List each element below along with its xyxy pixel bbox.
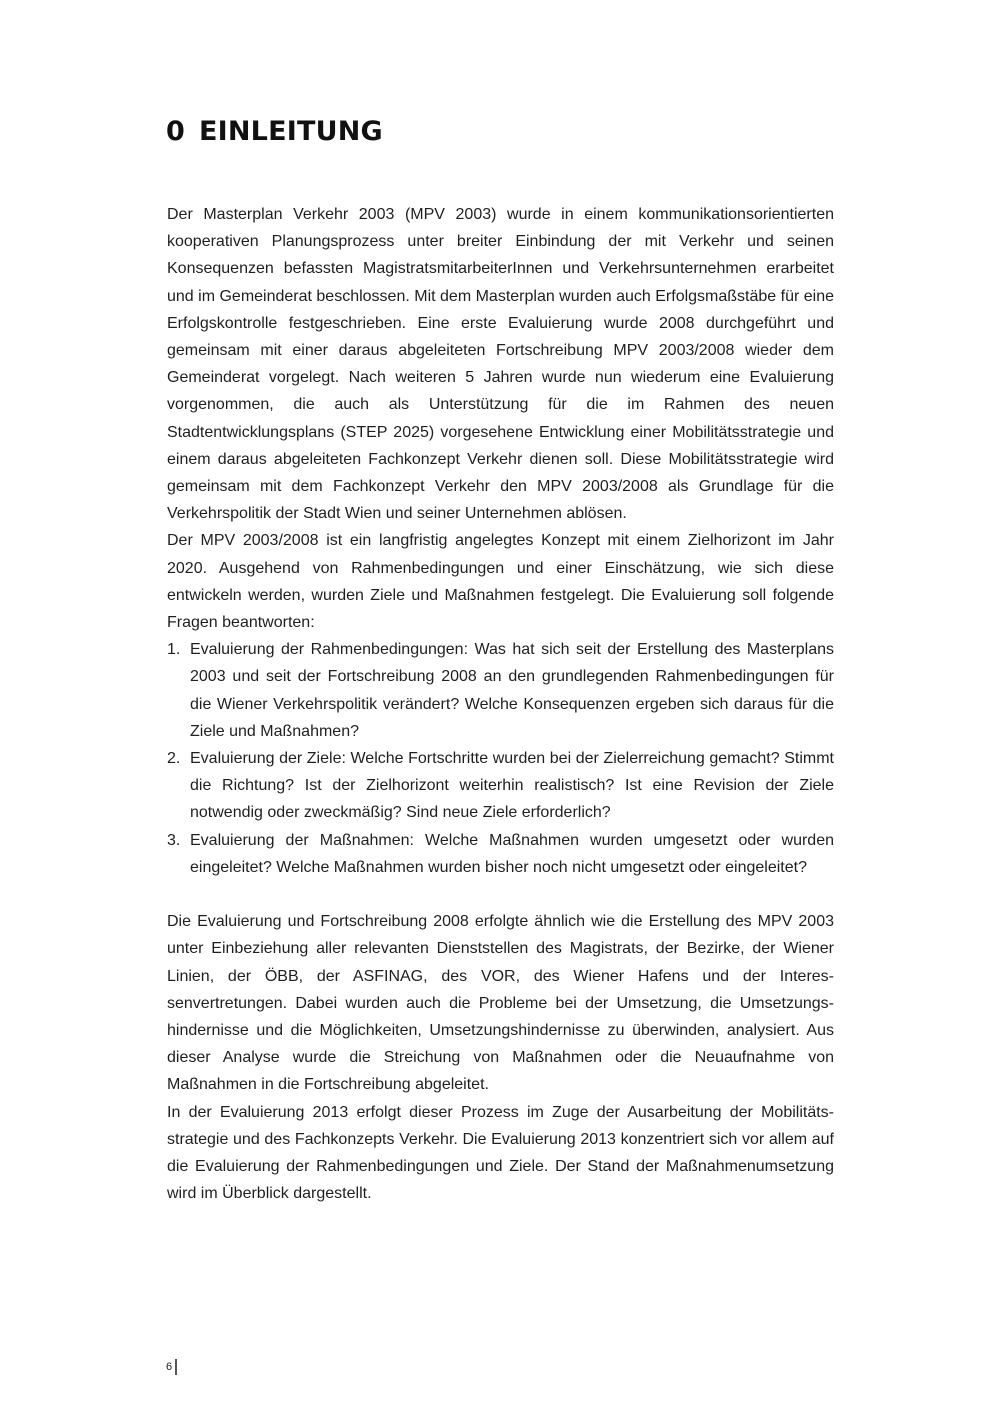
page-number: 6 xyxy=(166,1359,177,1375)
list-item-text: Evaluierung der Rahmenbedingungen: Was hat sich seit der Erstellung des Masterplans 2003 und seit der Fortschreibung 2008 an den grundlegenden Rahmenbedingungen für die Wiener Verkehrspolitik verändert? Welche Konsequenzen ergeben sich daraus für die Ziele und Maßnahmen? xyxy=(190,641,834,740)
list-item-number: 3. xyxy=(167,831,181,849)
list-item xyxy=(167,745,834,827)
paragraph-evaluation-2008: Die Evaluierung und Fortschreibung 2008 erfolgte ähnlich wie die Erstellung des MPV 2003 unter Einbeziehung aller relevanten Dienststellen des Magistrats, der Bezirke, der Wiener Linien, der ÖBB, der ASFINAG, des VOR, des Wiener Hafens und der Interessenvertretungen. Dabei wurden auch die Probleme bei der Umsetzung, die Umsetzungshindernisse und die Möglichkeiten, Umsetzungshindernisse zu überwinden, analysiert. Aus dieser Analyse wurde die Streichung von Maßnahmen oder die Neuaufnahme von Maßnahmen in die Fortschreibung abgeleitet. xyxy=(167,913,834,1094)
chapter-title: EINLEITUNG xyxy=(199,116,383,147)
body-text xyxy=(167,201,834,1208)
list-item-text: Evaluierung der Ziele: Welche Fortschritte wurden bei der Zielerreichung gemacht? Stimmt die Richtung? Ist der Zielhorizont weiterhin realistisch? Ist eine Revision der Ziele notwendig oder zweckmäßig? Sind neue Ziele erforderlich? xyxy=(190,750,834,822)
chapter-number: 0 xyxy=(166,116,185,147)
chapter-heading xyxy=(166,116,383,147)
paragraph-spacer xyxy=(167,881,834,908)
evaluation-questions-list xyxy=(167,636,834,881)
list-item xyxy=(167,636,834,745)
list-item-text: Evaluierung der Maßnahmen: Welche Maßnahmen wurden umgesetzt oder wurden eingeleitet? Welche Maßnahmen wurden bisher noch nicht umgesetzt oder eingeleitet? xyxy=(190,831,834,876)
paragraph-intro: Der Masterplan Verkehr 2003 (MPV 2003) wurde in einem kommunikationsorientierten kooperativen Planungsprozess unter breiter Einbindung der mit Verkehr und seinen Konsequenzen befassten MagistratsmitarbeiterInnen und Verkehrsunternehmen erarbeitet und im Gemeinderat beschlossen. Mit dem Masterplan wurden auch Erfolgsmaßstäbe für eine Erfolgskontrolle festgeschrieben. Eine erste Evaluierung wurde 2008 durchgeführt und gemeinsam mit einer daraus abgeleiteten Fortschreibung MPV 2003/2008 wieder dem Gemeinderat vorgelegt. Nach weiteren 5 Jahren wurde nun wiederum eine Evaluierung vorgenommen, die auch als Unterstützung für die im Rahmen des neuen Stadtentwicklungsplans (STEP 2025) vorgesehene Entwicklung einer Mobilitätsstrategie und einem daraus abgeleiteten Fachkonzept Verkehr dienen soll. Diese Mobilitätsstrategie wird gemeinsam mit dem Fachkonzept Verkehr den MPV 2003/2008 als Grundlage für die Verkehrspolitik der Stadt Wien und seiner Unternehmen ablösen. xyxy=(167,206,834,523)
paragraph-evaluation-2013: In der Evaluierung 2013 erfolgt dieser Prozess im Zuge der Ausarbeitung der Mobilitätsstrategie und des Fachkonzepts Verkehr. Die Evaluierung 2013 konzentriert sich vor allem auf die Evaluierung der Rahmenbedingungen und Ziele. Der Stand der Maßnahmenumsetzung wird im Überblick dargestellt. xyxy=(167,1103,834,1203)
list-item xyxy=(167,827,834,881)
paragraph-mpv-concept: Der MPV 2003/2008 ist ein langfristig angelegtes Konzept mit einem Zielhorizont im Jahr 2020. Ausgehend von Rahmenbedingungen und einer Einschätzung, wie sich diese entwickeln werden, wurden Ziele und Maßnahmen festgelegt. Die Evaluierung soll folgende Fragen beantworten: xyxy=(167,532,834,632)
list-item-number: 2. xyxy=(167,750,181,768)
list-item-number: 1. xyxy=(167,641,181,659)
